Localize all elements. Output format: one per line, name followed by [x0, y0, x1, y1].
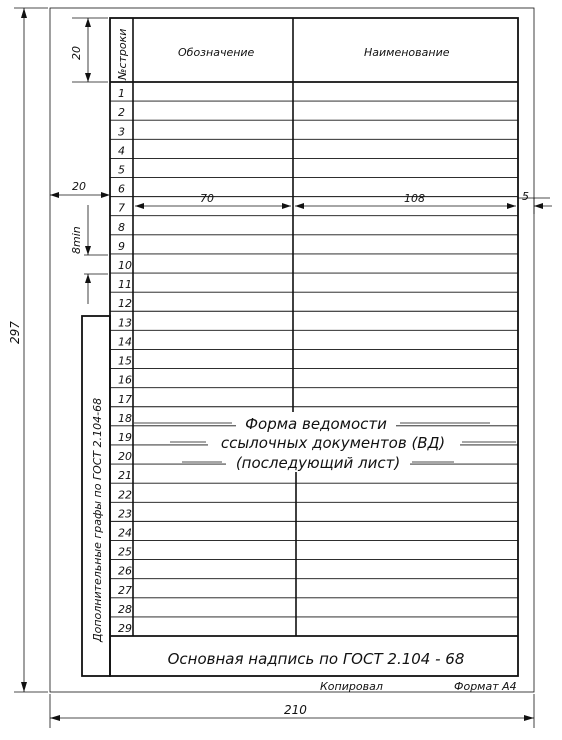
row-number: 8	[118, 220, 125, 234]
row-number: 3	[118, 125, 125, 139]
header-designation: Обозначение	[178, 46, 255, 59]
row-number: 22	[118, 488, 132, 502]
dimension-top-row-height	[70, 18, 108, 82]
dimension-5-label: 5	[522, 190, 529, 203]
dimension-297-label: 297	[8, 321, 22, 344]
row-lines	[110, 101, 518, 617]
row-number: 21	[118, 469, 132, 483]
center-title-line1: Форма ведомости	[245, 415, 387, 433]
row-number: 1	[118, 87, 125, 101]
dimension-page-height	[8, 8, 48, 692]
title-block-label: Основная надпись по ГОСТ 2.104 - 68	[167, 650, 465, 668]
center-title-line2: ссылочных документов (ВД)	[220, 434, 446, 452]
row-number: 15	[118, 354, 132, 368]
row-number: 14	[118, 335, 132, 349]
copied-label: Копировал	[320, 680, 383, 693]
additional-columns-label: Дополнительные графы по ГОСТ 2.104-68	[91, 397, 104, 642]
row-number: 5	[118, 163, 125, 177]
row-number: 28	[118, 602, 132, 616]
row-number: 25	[118, 545, 132, 559]
row-number: 29	[118, 622, 132, 635]
dimension-8min-label: 8min	[70, 226, 83, 254]
dimension-70-label: 70	[200, 192, 214, 205]
row-number: 2	[118, 106, 125, 120]
row-number: 23	[118, 507, 132, 521]
center-title-line3: (последующий лист)	[235, 454, 401, 472]
dimension-left-margin	[50, 180, 110, 198]
dimension-columns	[135, 190, 552, 214]
dimension-108-label: 108	[404, 192, 425, 205]
row-number: 19	[118, 430, 132, 444]
dimension-20-top-label: 20	[70, 46, 83, 60]
form-frame	[110, 18, 518, 676]
row-number: 16	[118, 373, 132, 387]
dimension-210-label: 210	[284, 703, 307, 717]
dimension-row-height	[70, 205, 108, 304]
row-number: 13	[118, 316, 132, 330]
dimension-page-width	[50, 694, 534, 728]
format-label: Формат A4	[454, 680, 517, 693]
row-number: 12	[118, 297, 132, 311]
row-number: 17	[118, 392, 132, 406]
row-number: 20	[118, 450, 132, 464]
row-number: 7	[118, 201, 125, 215]
row-number: 26	[118, 564, 132, 578]
row-number: 10	[118, 259, 132, 273]
row-number: 4	[118, 144, 125, 158]
dimension-20-left-label: 20	[72, 180, 86, 193]
row-number: 9	[118, 239, 125, 253]
center-title	[134, 414, 516, 472]
header-name: Наименование	[364, 46, 450, 59]
row-number: 11	[118, 278, 132, 292]
row-number: 24	[118, 526, 132, 540]
header-row-number: №строки	[116, 28, 129, 80]
row-number: 6	[118, 182, 125, 196]
row-number: 18	[118, 411, 132, 425]
row-numbers	[118, 87, 132, 635]
row-number: 27	[118, 583, 132, 597]
